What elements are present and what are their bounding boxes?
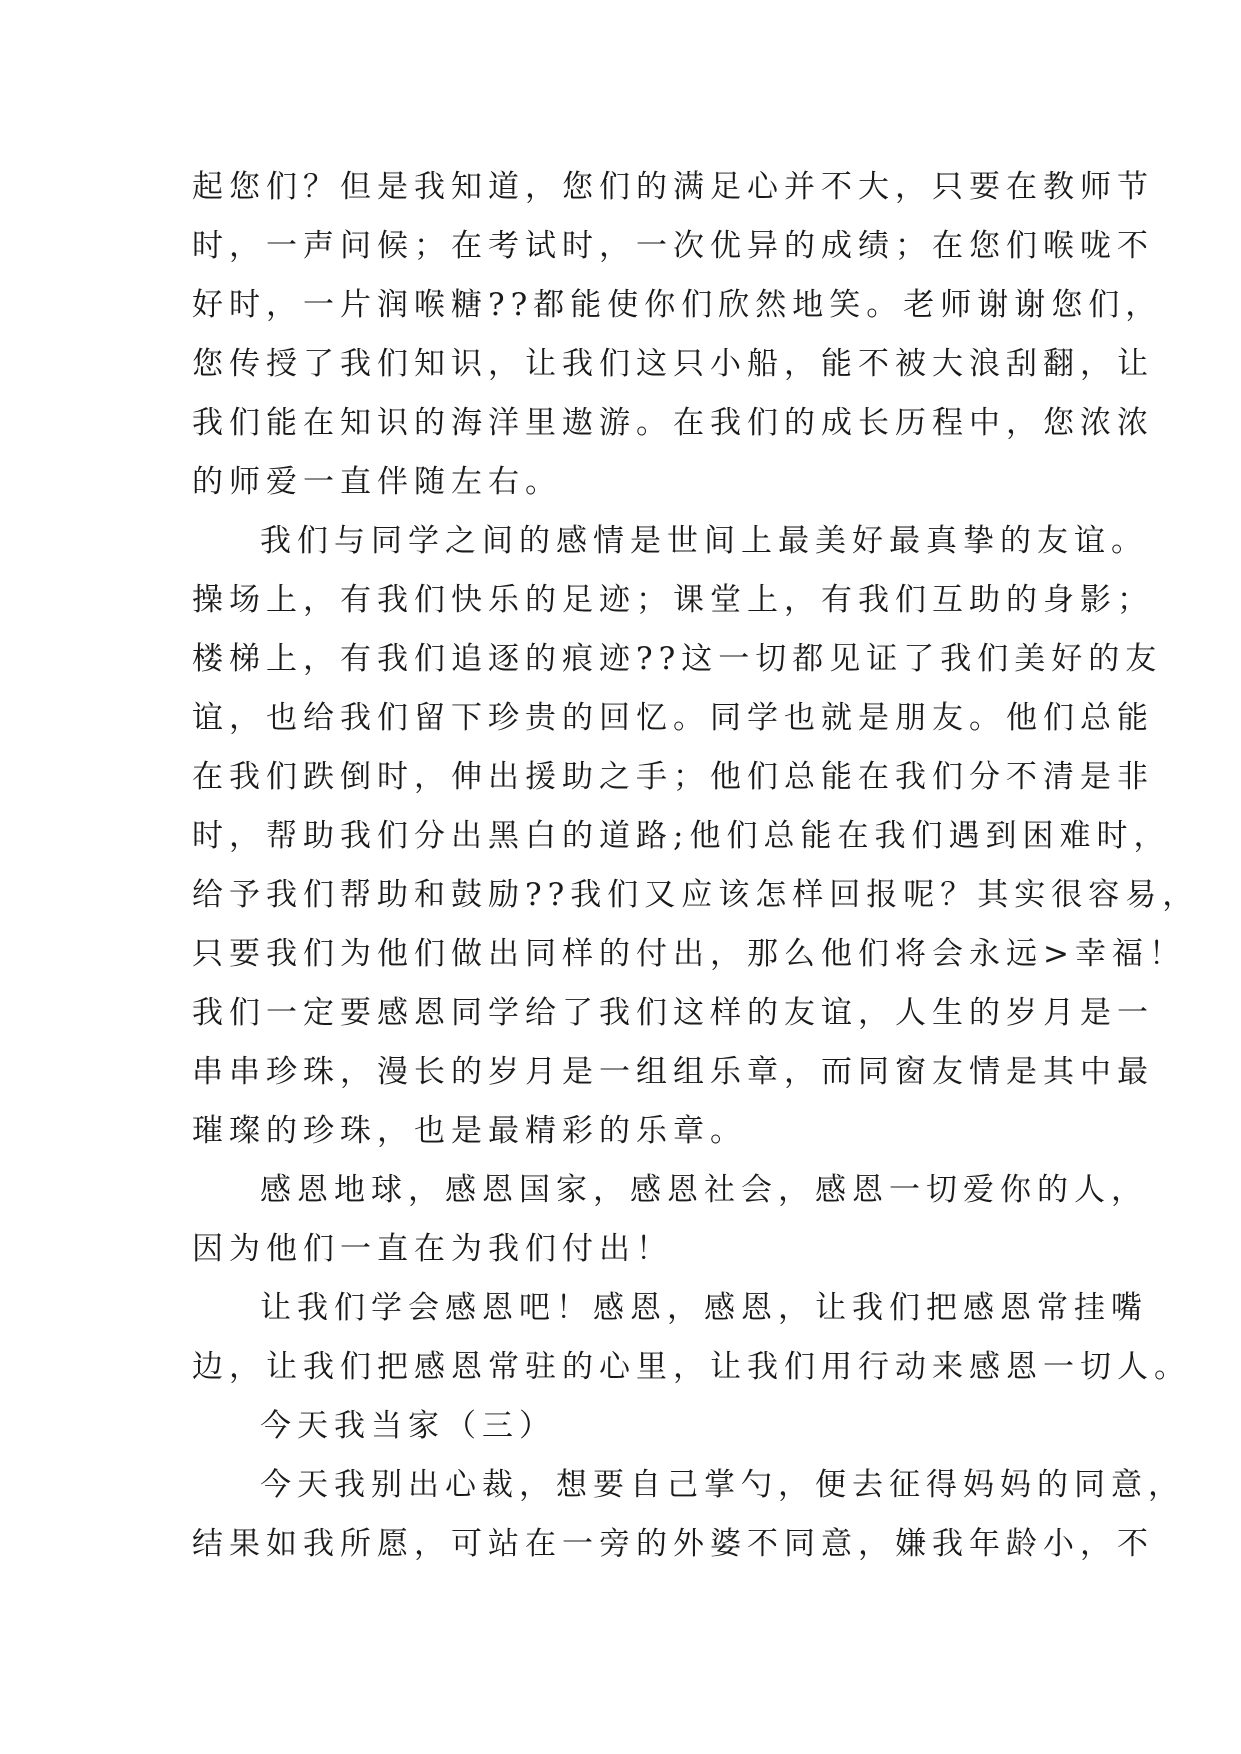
text-line: 好时，一片润喉糖??都能使你们欣然地笑。老师谢谢您们， [192,287,1163,323]
text-line: 因为他们一直在为我们付出！ [192,1231,673,1267]
text-line: 起您们？但是我知道，您们的满足心并不大，只要在教师节 [192,169,1154,205]
paragraph-start-line: 让我们学会感恩吧！感恩，感恩，让我们把感恩常挂嘴 [260,1290,1148,1326]
text-line: 给予我们帮助和鼓励??我们又应该怎样回报呢？其实很容易， [192,877,1200,913]
text-line: 璀璨的珍珠，也是最精彩的乐章。 [192,1113,747,1149]
section-heading: 今天我当家（三） [260,1408,556,1444]
text-line: 操场上，有我们快乐的足迹；课堂上，有我们互助的身影； [192,582,1154,618]
paragraph-start-line: 今天我别出心裁，想要自己掌勺，便去征得妈妈的同意， [260,1467,1185,1503]
body-text [192,158,1200,1574]
text-line: 楼梯上，有我们追逐的痕迹??这一切都见证了我们美好的友 [192,641,1163,677]
paragraph-start-line: 我们与同学之间的感情是世间上最美好最真挚的友谊。 [260,523,1148,559]
paragraph-start-line: 感恩地球，感恩国家，感恩社会，感恩一切爱你的人， [260,1172,1148,1208]
text-line: 时，一声问候；在考试时，一次优异的成绩；在您们喉咙不 [192,228,1154,264]
text-line: 我们一定要感恩同学给了我们这样的友谊，人生的岁月是一 [192,995,1154,1031]
text-line: 只要我们为他们做出同样的付出，那么他们将会永远>幸福！ [192,936,1186,972]
text-line: 时，帮助我们分出黑白的道路;他们总能在我们遇到困难时， [192,818,1171,854]
text-line: 您传授了我们知识，让我们这只小船，能不被大浪刮翻，让 [192,346,1154,382]
text-line: 谊，也给我们留下珍贵的回忆。同学也就是朋友。他们总能 [192,700,1154,736]
text-line: 我们能在知识的海洋里遨游。在我们的成长历程中，您浓浓 [192,405,1154,441]
text-line: 结果如我所愿，可站在一旁的外婆不同意，嫌我年龄小，不 [192,1526,1154,1562]
text-line: 在我们跌倒时，伸出援助之手；他们总能在我们分不清是非 [192,759,1154,795]
text-line: 边，让我们把感恩常驻的心里，让我们用行动来感恩一切人。 [192,1349,1191,1385]
text-line: 的师爱一直伴随左右。 [192,464,562,500]
text-line: 串串珍珠，漫长的岁月是一组组乐章，而同窗友情是其中最 [192,1054,1154,1090]
